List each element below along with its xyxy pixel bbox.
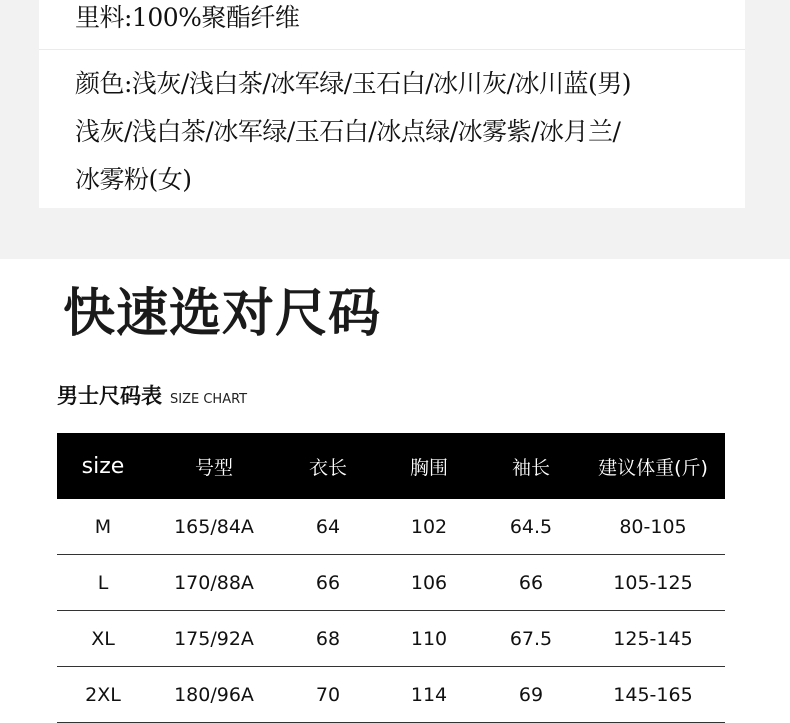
cell-size: XL [91, 627, 115, 650]
cell-model: 170/88A [174, 571, 254, 594]
table-row [57, 555, 725, 611]
size-table [57, 433, 725, 723]
header-weight: 建议体重(斤) [598, 456, 708, 479]
size-chart-label [57, 380, 247, 410]
cell-size: 2XL [85, 683, 121, 706]
cell-length: 70 [315, 683, 341, 706]
cell-sleeve: 67.5 [509, 627, 553, 650]
page-title: 快速选对尺码 [63, 284, 382, 344]
color-spec-line-2: 浅灰/浅白茶/冰军绿/玉石白/冰点绿/冰雾紫/冰月兰/ [75, 117, 621, 146]
cell-length: 66 [315, 571, 341, 594]
cell-chest: 102 [410, 515, 448, 538]
header-size: size [81, 453, 125, 479]
cell-weight: 145-165 [613, 683, 693, 706]
cell-sleeve: 66 [518, 571, 544, 594]
cell-weight: 80-105 [619, 515, 687, 538]
table-header [57, 433, 725, 499]
spec-divider [39, 49, 745, 50]
cell-sleeve: 69 [518, 683, 544, 706]
color-spec-line-3: 冰雾粉(女) [75, 165, 192, 194]
spec-section [0, 0, 790, 259]
cell-size: L [97, 571, 109, 594]
table-row [57, 667, 725, 723]
cell-size: M [94, 515, 112, 538]
header-sleeve: 袖长 [511, 456, 550, 479]
cell-weight: 105-125 [613, 571, 693, 594]
cell-model: 175/92A [174, 627, 254, 650]
table-row [57, 611, 725, 667]
lining-spec: 里料:100%聚酯纤维 [75, 3, 300, 32]
color-spec-line-1: 颜色:浅灰/浅白茶/冰军绿/玉石白/冰川灰/冰川蓝(男) [75, 69, 632, 98]
cell-length: 68 [315, 627, 341, 650]
cell-chest: 106 [410, 571, 448, 594]
cell-sleeve: 64.5 [509, 515, 553, 538]
cell-model: 180/96A [174, 683, 254, 706]
spec-card [39, 0, 745, 208]
cell-weight: 125-145 [613, 627, 693, 650]
header-model: 号型 [194, 456, 233, 479]
cell-length: 64 [315, 515, 341, 538]
cell-model: 165/84A [174, 515, 254, 538]
size-chart-label-en: SIZE CHART [170, 392, 248, 407]
table-row [57, 499, 725, 555]
cell-chest: 114 [410, 683, 448, 706]
size-chart-label-cn: 男士尺码表 [57, 384, 162, 408]
cell-chest: 110 [410, 627, 448, 650]
header-length: 衣长 [308, 456, 347, 479]
header-chest: 胸围 [409, 456, 448, 479]
